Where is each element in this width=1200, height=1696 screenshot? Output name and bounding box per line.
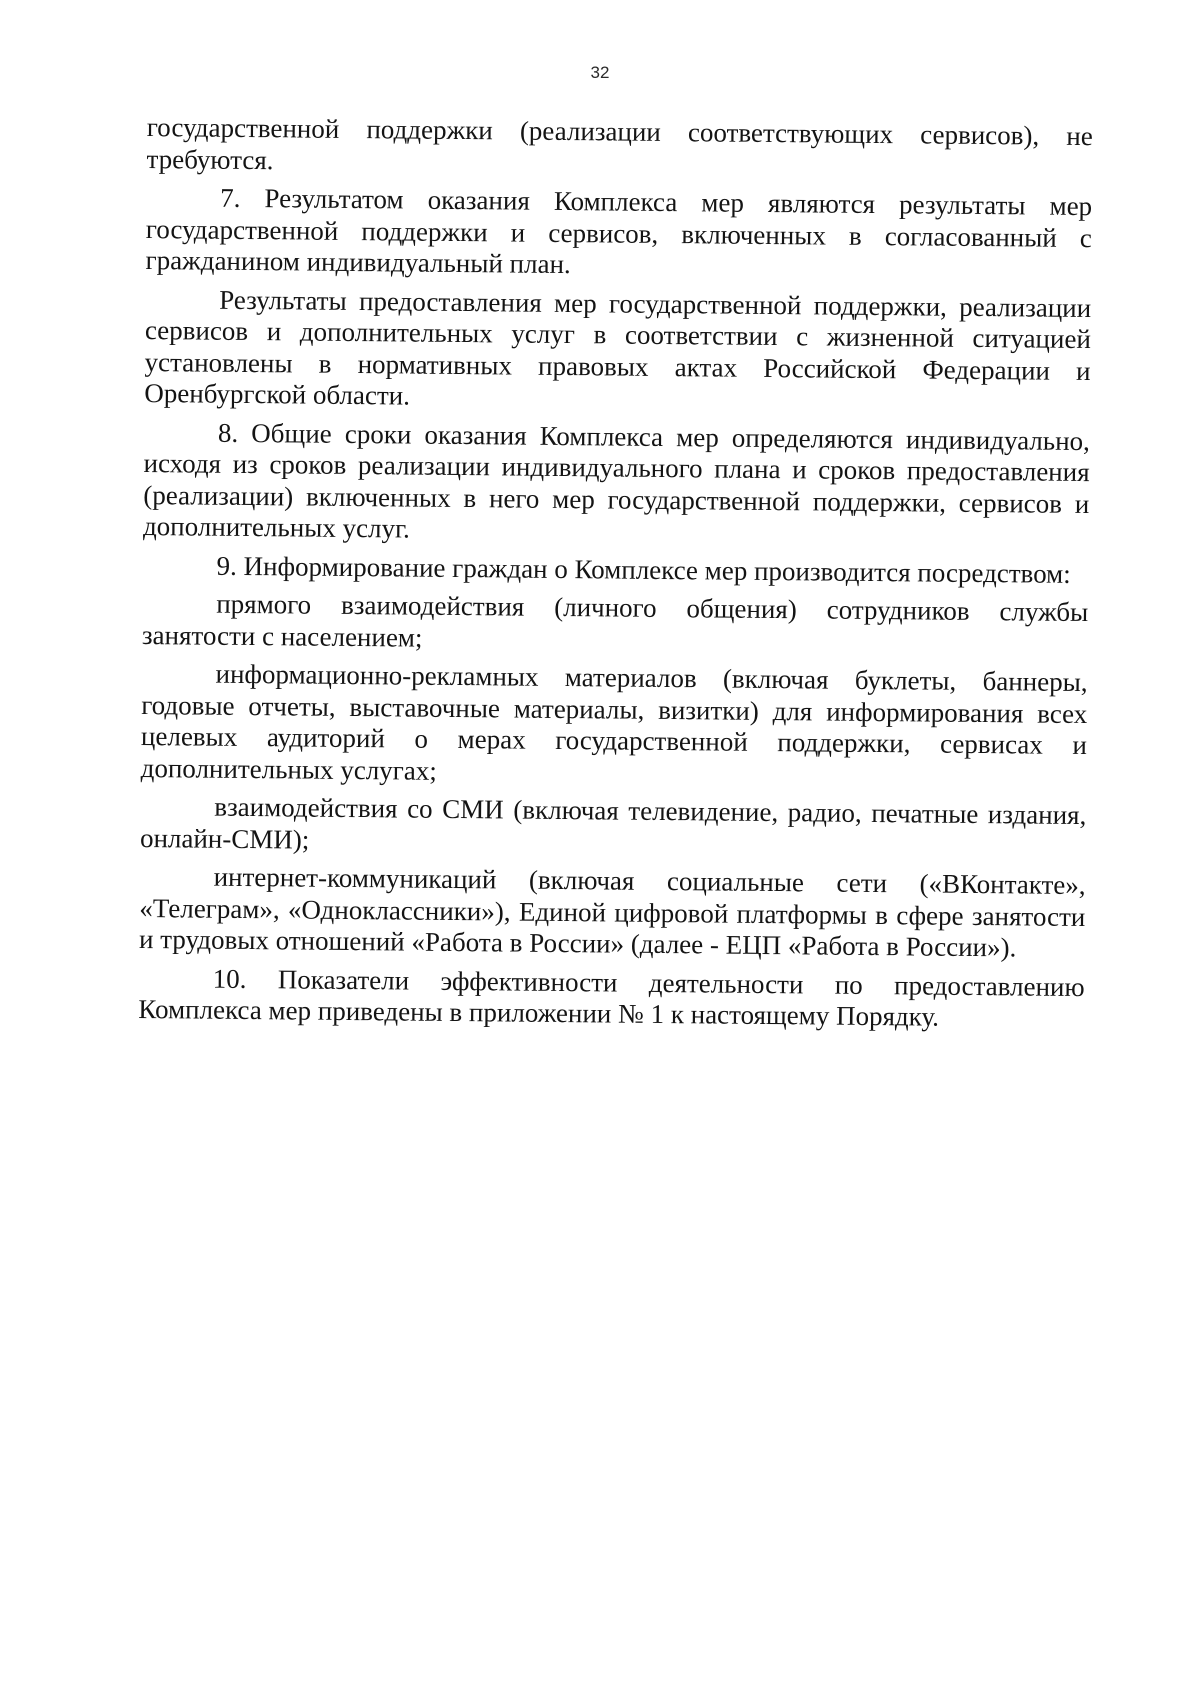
list-item-internet-communications: интернет-коммуникаций (включая социальные сети («ВКонтакте», «Телеграм», «Одноклассники»), Единой цифровой платформы в сфере занятости и трудовых отношений «Работа в России» (далее - ЕЦП «Работа в России»).: [138, 861, 1086, 963]
list-item-media-interaction: взаимодействия со СМИ (включая телевидение, радио, печатные издания, онлайн-СМИ);: [139, 791, 1087, 855]
paragraph-8-terms: 8. Общие сроки оказания Комплекса мер определяются индивидуально, исходя из сроков реализации индивидуального плана и сроков предоставления (реализации) включенных в него мер государственной поддержки, сервисов и дополнительных услуг.: [142, 417, 1091, 544]
paragraph-10-indicators: 10. Показатели эффективности деятельности по предоставлению Комплекса мер приведены в приложении № 1 к настоящему Порядку.: [138, 963, 1085, 1032]
page-number: 32: [590, 63, 610, 82]
paragraph-results-provision: Результаты предоставления мер государственной поддержки, реализации сервисов и дополнительных услуг в соответствии с жизненной ситуацией установлены в нормативных правовых актах Российской Федерации и Оренбургской области.: [144, 284, 1092, 411]
paragraph-7-result: 7. Результатом оказания Комплекса мер являются результаты мер государственной поддержки и сервисов, включенных в согласованный с гражданином индивидуальный план.: [145, 182, 1093, 280]
paragraph-9-informing: 9. Информирование граждан о Комплексе мер производится посредством:: [216, 550, 1071, 589]
document-body: [138, 112, 1093, 1035]
paragraph-continuation: государственной поддержки (реализации соответствующих сервисов), не требуются.: [146, 112, 1093, 175]
list-item-advertising-materials: информационно-рекламных материалов (включая буклеты, баннеры, годовые отчеты, выставочные материалы, визитки) для информирования всех целевых аудиторий о мерах государственной поддержки, сервисах и дополнительных услугах;: [140, 658, 1088, 786]
list-item-direct-interaction: прямого взаимодействия (личного общения) сотрудников службы занятости с населением;: [141, 588, 1089, 653]
